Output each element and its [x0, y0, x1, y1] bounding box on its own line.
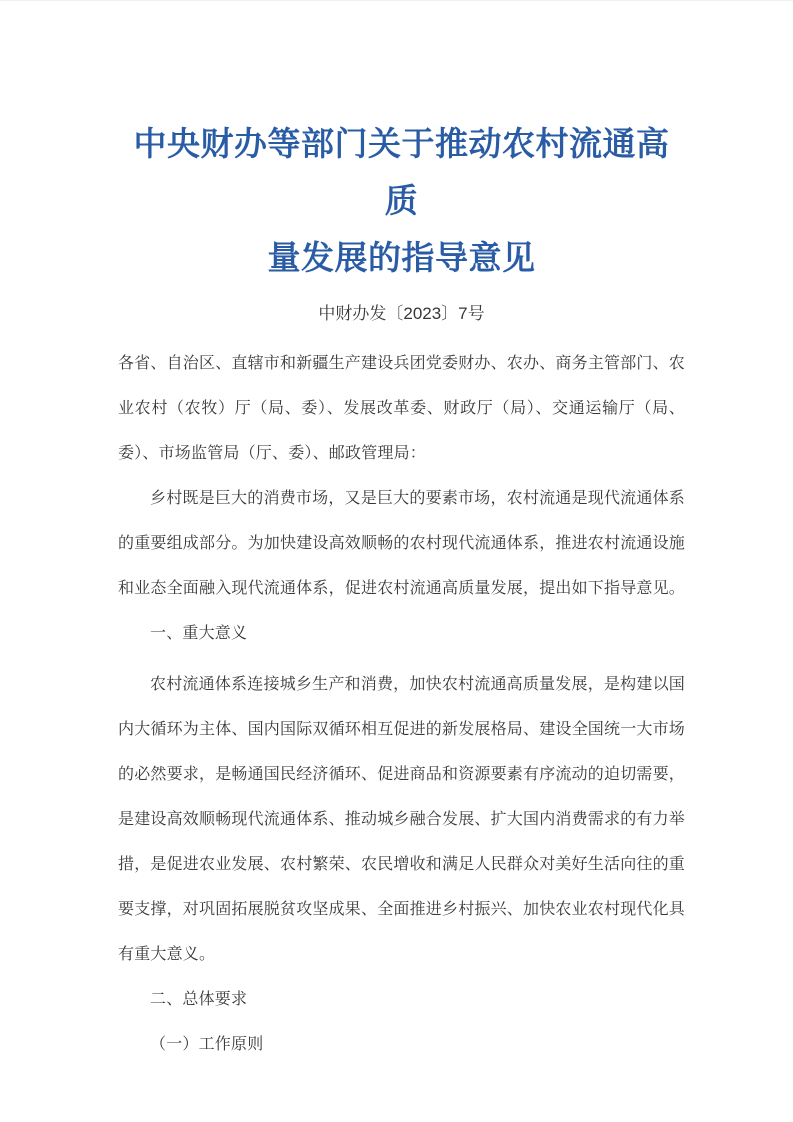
- section-2-heading: 二、总体要求: [150, 991, 248, 1008]
- section-1-paragraph: 农村流通体系连接城乡生产和消费，加快农村流通高质量发展，是构建以国内大循环为主体、国内国际双循环相互促进的新发展格局、建设全国统一大市场的必然要求，是畅通国民经济循环、促进商品和资源要素有序流动的迫切需要，是建设高效顺畅现代流通体系、推动城乡融合发展、扩大国内消费需求的有力举措，是促进农业发展、农村繁荣、农民增收和满足人民群众对美好生活向往的重要支撑，对巩固拓展脱贫攻坚成果、全面推进乡村振兴、加快农业农村现代化具有重大意义。: [118, 676, 686, 963]
- section-1-heading: 一、重大意义: [150, 625, 248, 642]
- salutation-paragraph: 各省、自治区、直辖市和新疆生产建设兵团党委财办、农办、商务主管部门、农业农村（农牧）厅（局、委）、发展改革委、财政厅（局）、交通运输厅（局、委）、市场监管局（厅、委）、邮政管理局：: [118, 355, 686, 462]
- document-title: [118, 115, 685, 286]
- document-title-line-1: 中央财办等部门关于推动农村流通高质: [133, 125, 670, 219]
- document-body: [118, 341, 685, 1067]
- document-title-line-2: 量发展的指导意见: [267, 239, 536, 276]
- document-number: 中财办发〔2023〕7号: [318, 304, 485, 323]
- intro-paragraph: 乡村既是巨大的消费市场，又是巨大的要素市场，农村流通是现代流通体系的重要组成部分。为加快建设高效顺畅的农村现代流通体系，推进农村流通设施和业态全面融入现代流通体系，促进农村流通高质量发展，提出如下指导意见。: [118, 490, 686, 597]
- section-2-subsection-1-heading: （一）工作原则: [150, 1036, 264, 1053]
